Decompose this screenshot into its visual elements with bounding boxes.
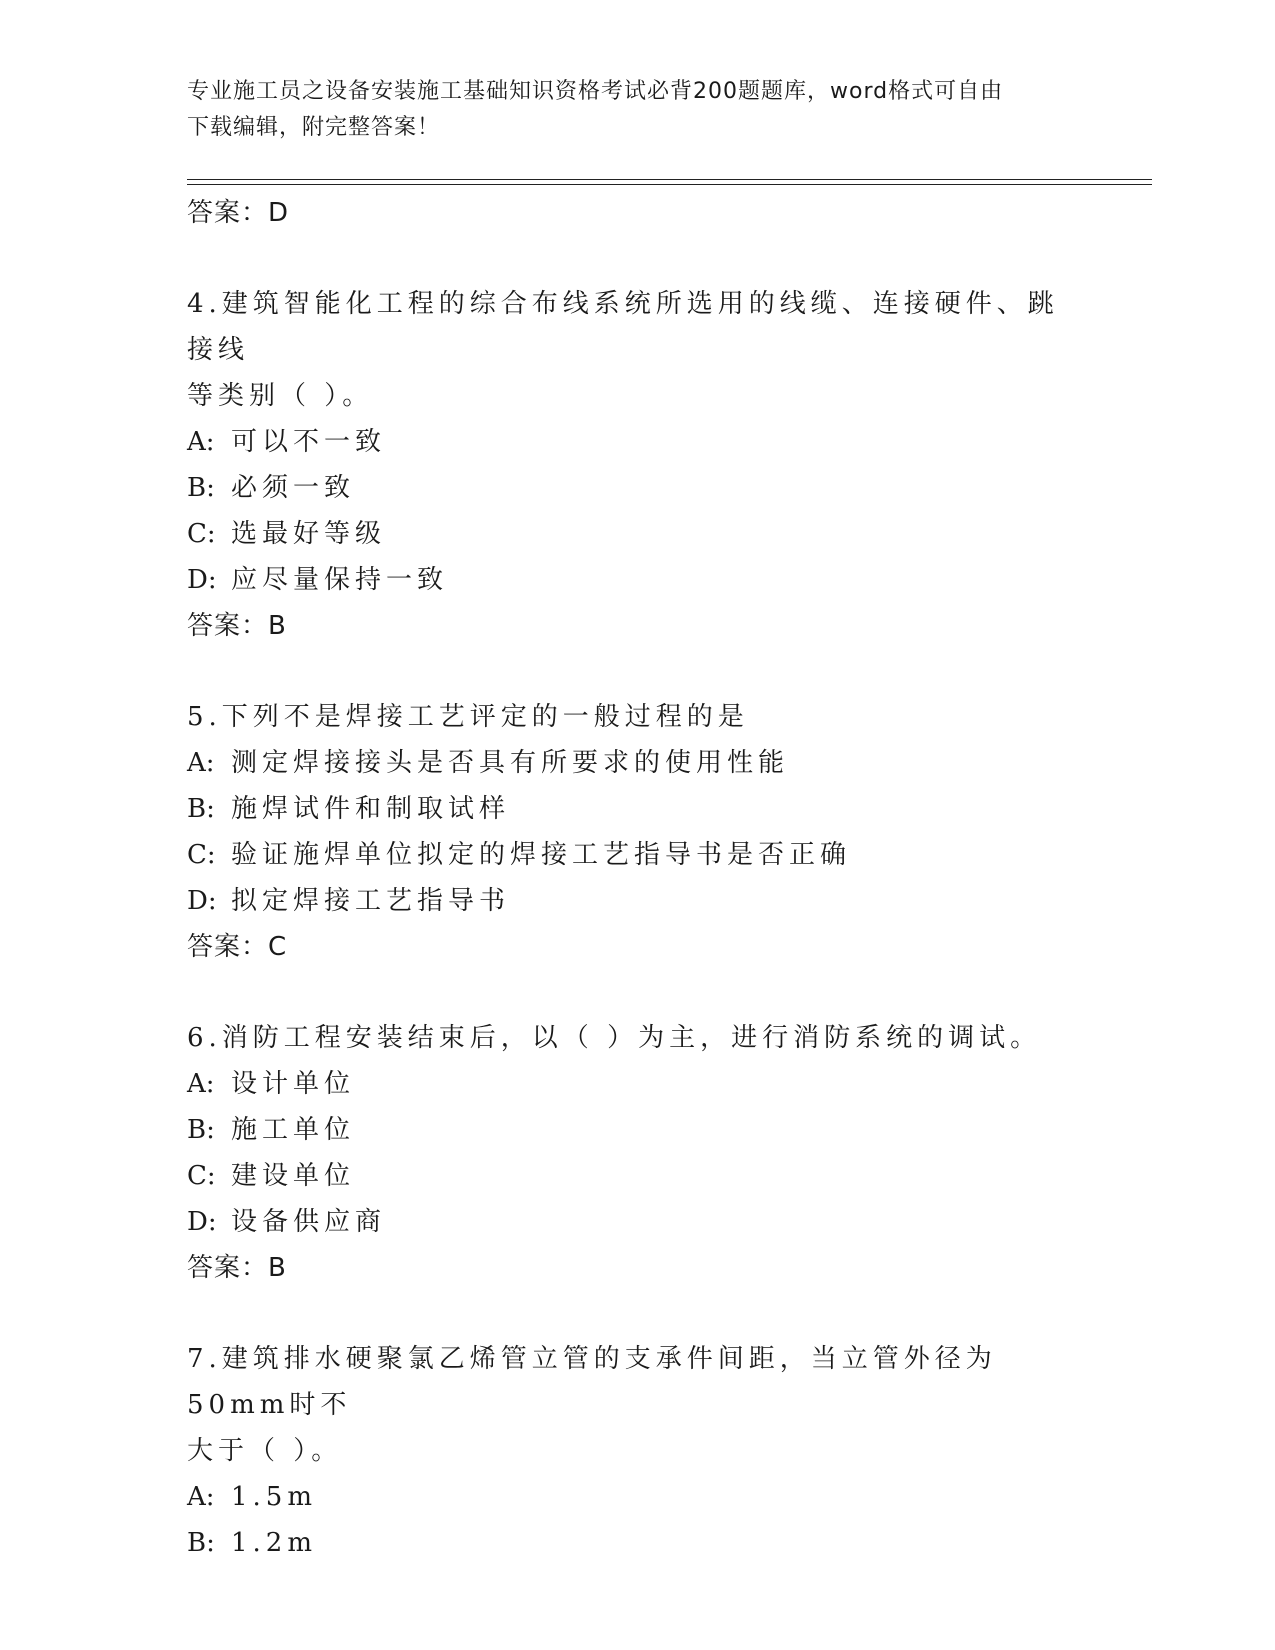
option-a: A: 可以不一致 [187, 427, 387, 457]
option-b: B: 1.2m [187, 1528, 318, 1558]
option-c: C: 选最好等级 [187, 519, 387, 549]
question-5 [187, 694, 1087, 970]
option-a: A: 测定焊接接头是否具有所要求的使用性能 [187, 748, 790, 778]
option-c: C: 验证施焊单位拟定的焊接工艺指导书是否正确 [187, 840, 852, 870]
option-b: B: 施工单位 [187, 1115, 356, 1145]
document-header [187, 74, 1087, 146]
question-text: 7.建筑排水硬聚氯乙烯管立管的支承件间距，当立管外径为50mm时不 大于（ ）。 [187, 1344, 997, 1466]
answer: 答案：C [187, 932, 288, 962]
header-divider-bottom [187, 184, 1152, 185]
question-list [187, 190, 1087, 1566]
option-d: D: 拟定焊接工艺指导书 [187, 886, 511, 916]
question-4 [187, 281, 1087, 649]
option-a: A: 设计单位 [187, 1069, 356, 1099]
header-divider-top [187, 179, 1152, 180]
option-b: B: 必须一致 [187, 473, 356, 503]
option-a: A: 1.5m [187, 1482, 318, 1512]
question-text: 4.建筑智能化工程的综合布线系统所选用的线缆、连接硬件、跳接线 等类别（ ）。 [187, 289, 1059, 411]
question-7 [187, 1336, 1087, 1566]
option-d: D: 设备供应商 [187, 1207, 387, 1237]
header-line-2: 下载编辑，附完整答案！ [187, 115, 441, 140]
answer: 答案：B [187, 611, 287, 641]
header-line-1: 专业施工员之设备安装施工基础知识资格考试必背200题题库，word格式可自由 [187, 79, 1004, 104]
option-b: B: 施焊试件和制取试样 [187, 794, 511, 824]
option-c: C: 建设单位 [187, 1161, 356, 1191]
question-text: 5.下列不是焊接工艺评定的一般过程的是 [187, 702, 749, 732]
option-d: D: 应尽量保持一致 [187, 565, 449, 595]
question-text: 6.消防工程安装结束后，以（ ）为主，进行消防系统的调试。 [187, 1023, 1042, 1053]
answer-previous: 答案：D [187, 198, 290, 228]
question-6 [187, 1015, 1087, 1291]
answer: 答案：B [187, 1253, 287, 1283]
